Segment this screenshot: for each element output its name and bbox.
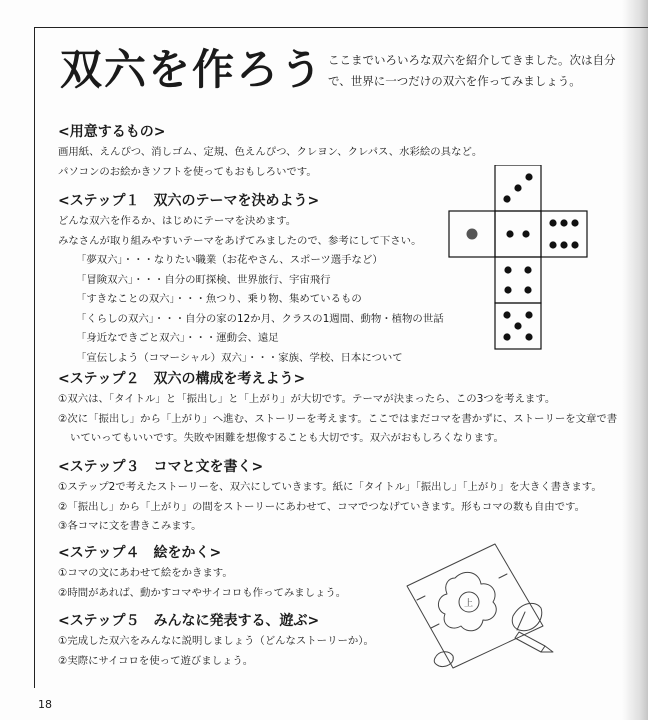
dice-face-two bbox=[495, 211, 541, 257]
dice-face-four bbox=[495, 257, 541, 303]
step3-section bbox=[58, 456, 602, 537]
step4-line: ①コマの文にあわせて絵をかきます。 bbox=[58, 567, 233, 579]
sketch-leaf-vein bbox=[517, 612, 525, 630]
materials-section bbox=[58, 121, 482, 182]
step1-heading: <ステップ１ 双六のテーマを決めよう> bbox=[58, 193, 320, 209]
step4-heading: <ステップ４ 絵をかく> bbox=[58, 545, 222, 561]
step4-section bbox=[58, 542, 346, 603]
step1-line: みなさんが取り組みやすいテーマをあげてみましたので、参考にして下さい。 bbox=[58, 234, 422, 247]
dice-one-pip bbox=[467, 229, 478, 240]
dice-pip bbox=[524, 286, 531, 293]
sketch-eraser bbox=[434, 652, 453, 667]
page-number: 18 bbox=[38, 698, 52, 711]
theme-item: 「夢双六」・・・なりたい職業（お花やさん、スポーツ選手など） bbox=[76, 254, 383, 266]
step3-line: ①ステップ2で考えたストーリーを、双六にしていきます。紙に「タイトル」「振出し」「上がり」を大きく書きます。 bbox=[58, 481, 602, 493]
sketch-label: 上 bbox=[464, 599, 474, 609]
dice-pip bbox=[525, 333, 532, 340]
dice-pip bbox=[514, 184, 521, 191]
dice-pip bbox=[571, 219, 578, 226]
materials-heading: <用意するもの> bbox=[58, 124, 166, 140]
dice-pip bbox=[506, 230, 513, 237]
dice-pip bbox=[549, 219, 556, 226]
theme-item: 「冒険双六」・・・自分の町探検、世界旅行、宇宙飛行 bbox=[76, 273, 331, 286]
dice-pip bbox=[522, 230, 529, 237]
dice-face-six bbox=[541, 211, 587, 257]
step2-line: ②次に「振出し」から「上がり」へ進む、ストーリーを考えます。ここではまだコマを書かずに、ストーリーを文章で書いていってもいいです。失敗や困難を想像することも大切です。双六がおもしろくなります。 bbox=[58, 412, 618, 444]
intro-text: ここまでいろいろな双六を紹介してきました。次は自分で、世界に一つだけの双六を作ってみましょう。 bbox=[328, 53, 616, 88]
step3-heading: <ステップ３ コマと文を書く> bbox=[58, 459, 264, 475]
dice-pip bbox=[560, 241, 567, 248]
dice-pip bbox=[503, 311, 510, 318]
theme-item: 「宣伝しよう（コマーシャル）双六」・・・家族、学校、日本について bbox=[76, 351, 403, 364]
dice-pip bbox=[525, 311, 532, 318]
dice-pip bbox=[549, 241, 556, 248]
step2-line: ①双六は、「タイトル」と「振出し」と「上がり」が大切です。テーマが決まったら、この3つを考えます。 bbox=[58, 393, 556, 405]
step1-section bbox=[58, 190, 444, 368]
materials-line: 画用紙、えんぴつ、消しゴム、定規、色えんぴつ、クレヨン、クレパス、水彩絵の具など。 bbox=[58, 146, 483, 158]
dice-pip bbox=[571, 241, 578, 248]
theme-item: 「くらしの双六」・・・自分の家の12か月、クラスの1週間、動物・植物の世話 bbox=[76, 312, 444, 325]
step5-line: ②実際にサイコロを使って遊びましょう。 bbox=[58, 654, 254, 667]
step5-section bbox=[58, 610, 374, 671]
dice-pip bbox=[560, 219, 567, 226]
dice-pip bbox=[524, 266, 531, 273]
theme-item: 「身近なできごと双六」・・・運動会、遠足 bbox=[76, 332, 279, 344]
dice-pip bbox=[514, 322, 521, 329]
dice-pip bbox=[503, 195, 510, 202]
step1-line: どんな双六を作るか、はじめにテーマを決めます。 bbox=[58, 215, 297, 227]
sugoroku-sketch-illustration bbox=[395, 538, 575, 678]
dice-pip bbox=[504, 266, 511, 273]
step3-line: ③各コマに文を書きこみます。 bbox=[58, 520, 202, 532]
step5-heading: <ステップ５ みんなに発表する、遊ぶ> bbox=[58, 613, 320, 629]
dice-pip bbox=[504, 286, 511, 293]
step2-heading: <ステップ２ 双六の構成を考えよう> bbox=[58, 371, 306, 387]
dice-pip bbox=[503, 333, 510, 340]
dice-net-illustration bbox=[448, 165, 588, 355]
sketch-pencil bbox=[515, 632, 545, 652]
dice-pip bbox=[525, 173, 532, 180]
materials-line: パソコンのお絵かきソフトを使ってもおもしろいです。 bbox=[58, 165, 317, 178]
step3-line: ②「振出し」から「上がり」の間をストーリーにあわせて、コマでつなげていきます。形もコマの数も自由です。 bbox=[58, 500, 585, 513]
step5-line: ①完成した双六をみんなに説明しましょう（どんなストーリーか）。 bbox=[58, 635, 374, 647]
theme-item: 「すきなことの双六」・・・魚つり、乗り物、集めているもの bbox=[76, 293, 362, 305]
step4-line: ②時間があれば、動かすコマやサイコロも作ってみましょう。 bbox=[58, 586, 347, 599]
step2-section bbox=[58, 368, 618, 449]
page-title: 双六を作ろう bbox=[60, 45, 325, 94]
